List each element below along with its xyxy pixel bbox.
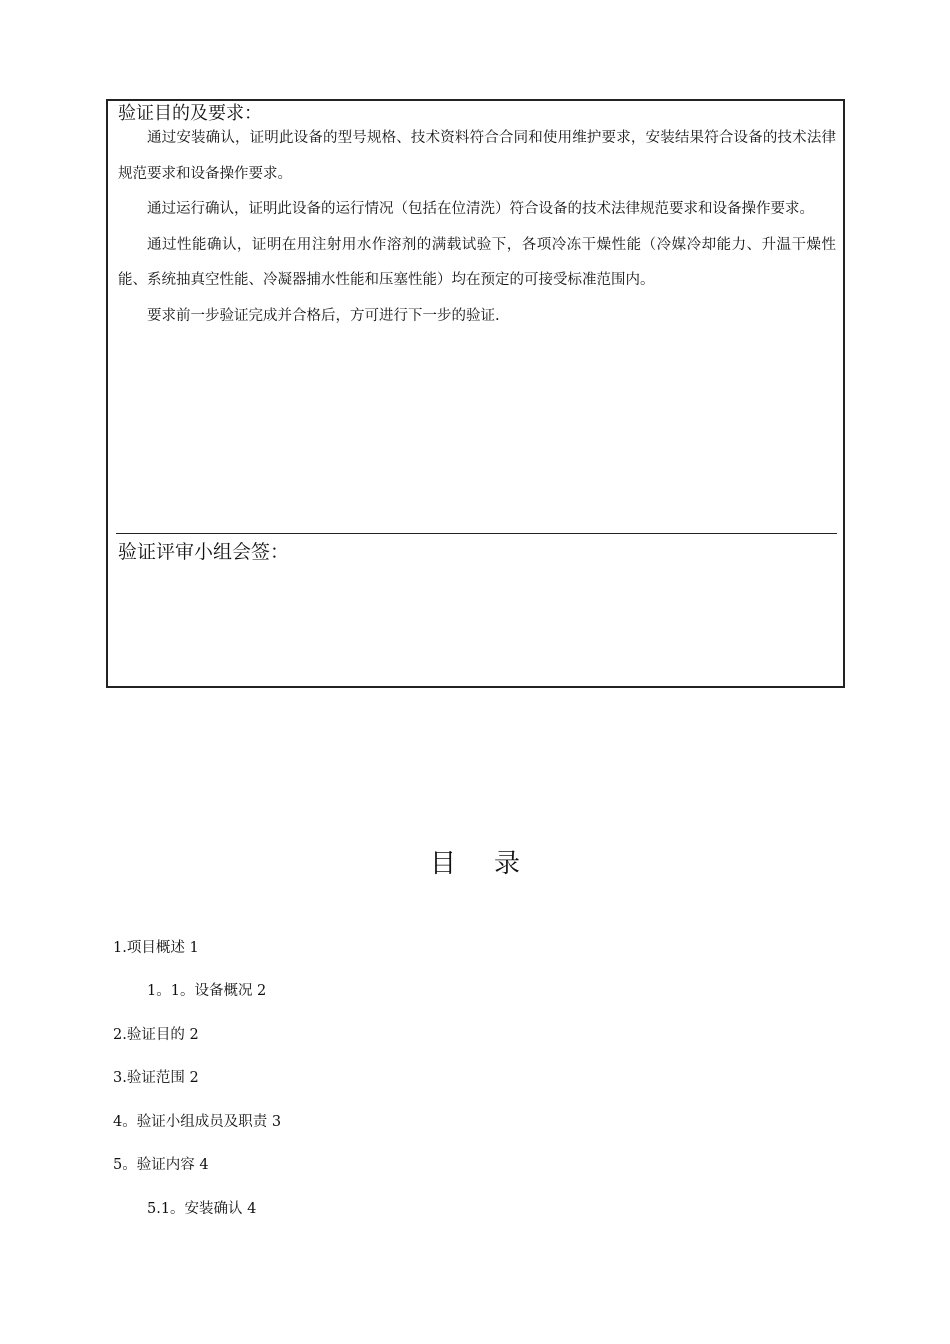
toc-item[interactable]: 5。验证内容 4	[113, 1157, 209, 1173]
purpose-heading: 验证目的及要求：	[118, 103, 262, 124]
toc-title: 目录	[429, 849, 558, 879]
toc-item[interactable]: 1.项目概述 1	[113, 940, 199, 956]
toc-item[interactable]: 1。1。设备概况 2	[147, 983, 267, 999]
toc-item[interactable]: 4。验证小组成员及职责 3	[113, 1114, 282, 1130]
review-signoff-heading: 验证评审小组会签：	[118, 541, 290, 563]
purpose-paragraph: 通过运行确认，证明此设备的运行情况（包括在位清洗）符合设备的技术法律规范要求和设备操作要求。	[147, 201, 814, 217]
toc-item[interactable]: 5.1。安装确认 4	[147, 1201, 257, 1217]
purpose-paragraph: 要求前一步验证完成并合格后，方可进行下一步的验证.	[147, 307, 500, 324]
section-divider	[116, 533, 837, 534]
toc-item[interactable]: 2.验证目的 2	[113, 1027, 199, 1043]
validation-form-box	[106, 99, 845, 688]
purpose-paragraph: 通过性能确认，证明在用注射用水作溶剂的满载试验下，各项冷冻干燥性能（冷媒冷却能力、升温干燥性能、系统抽真空性能、冷凝器捕水性能和压塞性能）均在预定的可接受标准范围内。	[118, 236, 836, 288]
purpose-paragraph: 通过安装确认，证明此设备的型号规格、技术资料符合合同和使用维护要求，安装结果符合设备的技术法律规范要求和设备操作要求。	[118, 130, 836, 182]
toc-item[interactable]: 3.验证范围 2	[113, 1070, 199, 1086]
purpose-body	[118, 121, 836, 334]
